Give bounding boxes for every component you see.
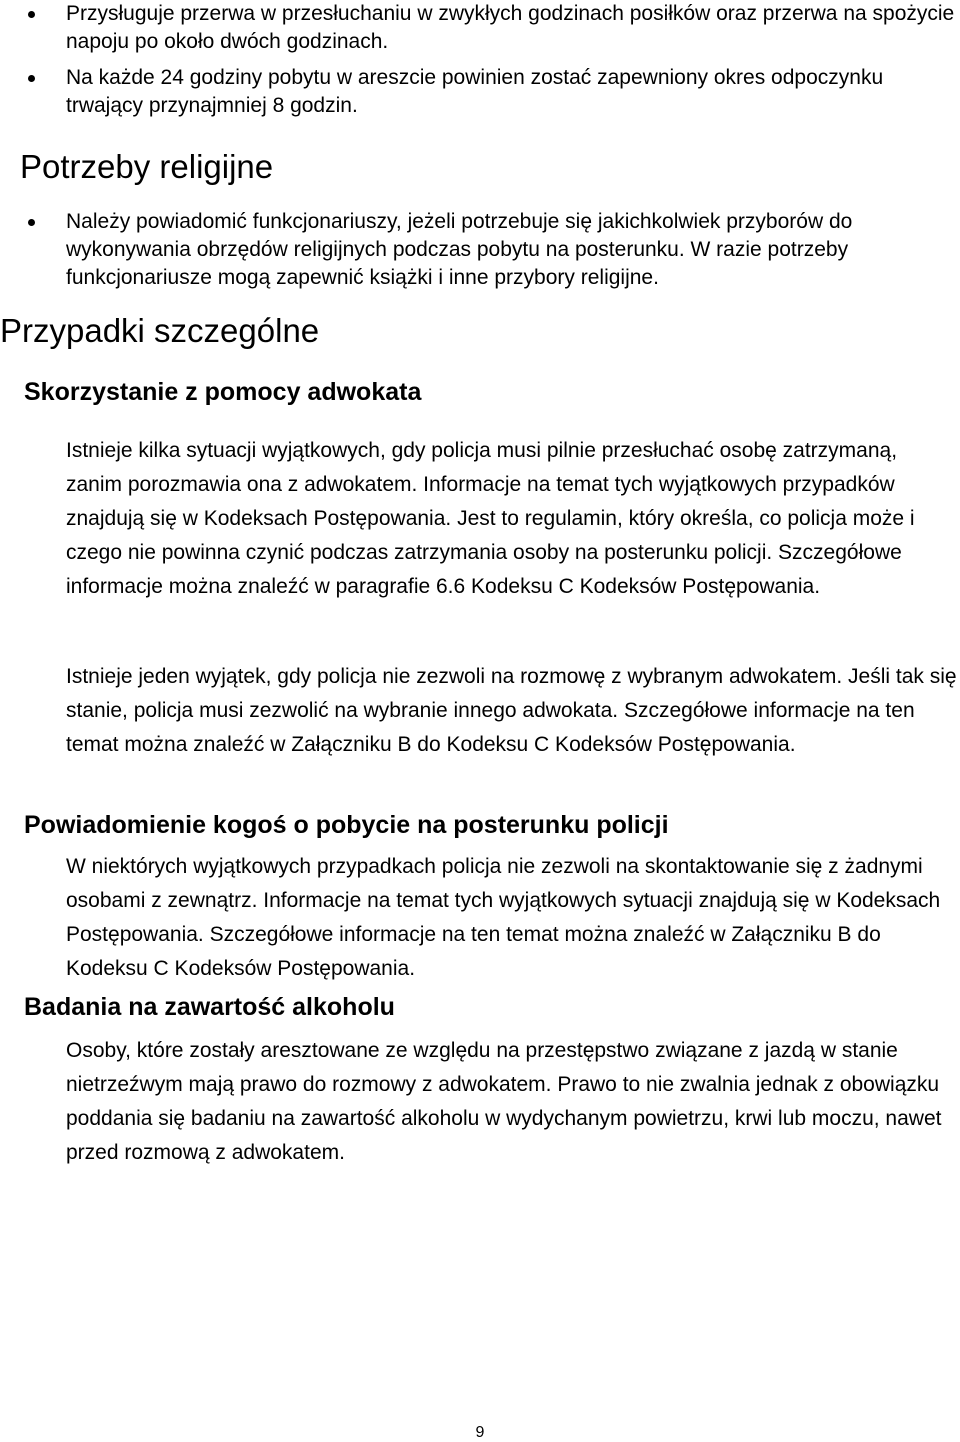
paragraph: Istnieje kilka sytuacji wyjątkowych, gdy policja musi pilnie przesłuchać osobę zatrzymaną, zanim porozmawia ona z adwokatem. Informacje na temat tych wyjątkowych przypadków znajdują się w Kodeksach Postępowania. Jest to regulamin, który określa, co policja może i czego nie powinna czynić podczas zatrzymania osoby na posterunku policji. Szczegółowe informacje można znaleźć w paragrafie 6.6 Kodeksu C Kodeksów Postępowania. bbox=[66, 439, 915, 598]
bullet-dot-icon bbox=[28, 219, 35, 226]
section-heading-special-cases: Przypadki szczególne bbox=[0, 312, 320, 349]
top-bullet-list bbox=[0, 0, 960, 120]
subheading-notify: Powiadomienie kogoś o pobycie na posterunku policji bbox=[24, 811, 669, 839]
bullet-item: Przysługuje przerwa w przesłuchaniu w zwykłych godzinach posiłków oraz przerwa na spożycie napoju po około dwóch godzinach. bbox=[0, 0, 960, 56]
paragraph: Istnieje jeden wyjątek, gdy policja nie zezwoli na rozmowę z wybranym adwokatem. Jeśli tak się stanie, policja musi zezwolić na wybranie innego adwokata. Szczegółowe informacje na ten temat można znaleźć w Załączniku B do Kodeksu C Kodeksów Postępowania. bbox=[66, 665, 957, 756]
bullet-dot-icon bbox=[28, 11, 35, 18]
section-heading-religious: Potrzeby religijne bbox=[20, 148, 274, 185]
bullet-item: Należy powiadomić funkcjonariuszy, jeżeli potrzebuje się jakichkolwiek przyborów do wykonywania obrzędów religijnych podczas pobytu na posterunku. W razie potrzeby funkcjonariusze mogą zapewnić książki i inne przybory religijne. bbox=[0, 208, 960, 292]
bullet-dot-icon bbox=[28, 75, 35, 82]
bullet-item: Na każde 24 godziny pobytu w areszcie powinien zostać zapewniony okres odpoczynku trwający przynajmniej 8 godzin. bbox=[0, 64, 960, 120]
paragraph: W niektórych wyjątkowych przypadkach policja nie zezwoli na skontaktowanie się z żadnymi osobami z zewnątrz. Informacje na temat tych wyjątkowych sytuacji znajdują się w Kodeksach Postępowania. Szczegółowe informacje na ten temat można znaleźć w Załączniku B do Kodeksu C Kodeksów Postępowania. bbox=[66, 855, 941, 980]
subheading-lawyer: Skorzystanie z pomocy adwokata bbox=[24, 378, 422, 406]
page-number: 9 bbox=[475, 1424, 485, 1441]
religious-bullet-list bbox=[0, 208, 960, 292]
subheading-alcohol: Badania na zawartość alkoholu bbox=[24, 993, 395, 1021]
paragraph: Osoby, które zostały aresztowane ze względu na przestępstwo związane z jazdą w stanie nietrzeźwym mają prawo do rozmowy z adwokatem. Prawo to nie zwalnia jednak z obowiązku poddania się badaniu na zawartość alkoholu w wydychanym powietrzu, krwi lub moczu, nawet przed rozmową z adwokatem. bbox=[66, 1039, 942, 1164]
